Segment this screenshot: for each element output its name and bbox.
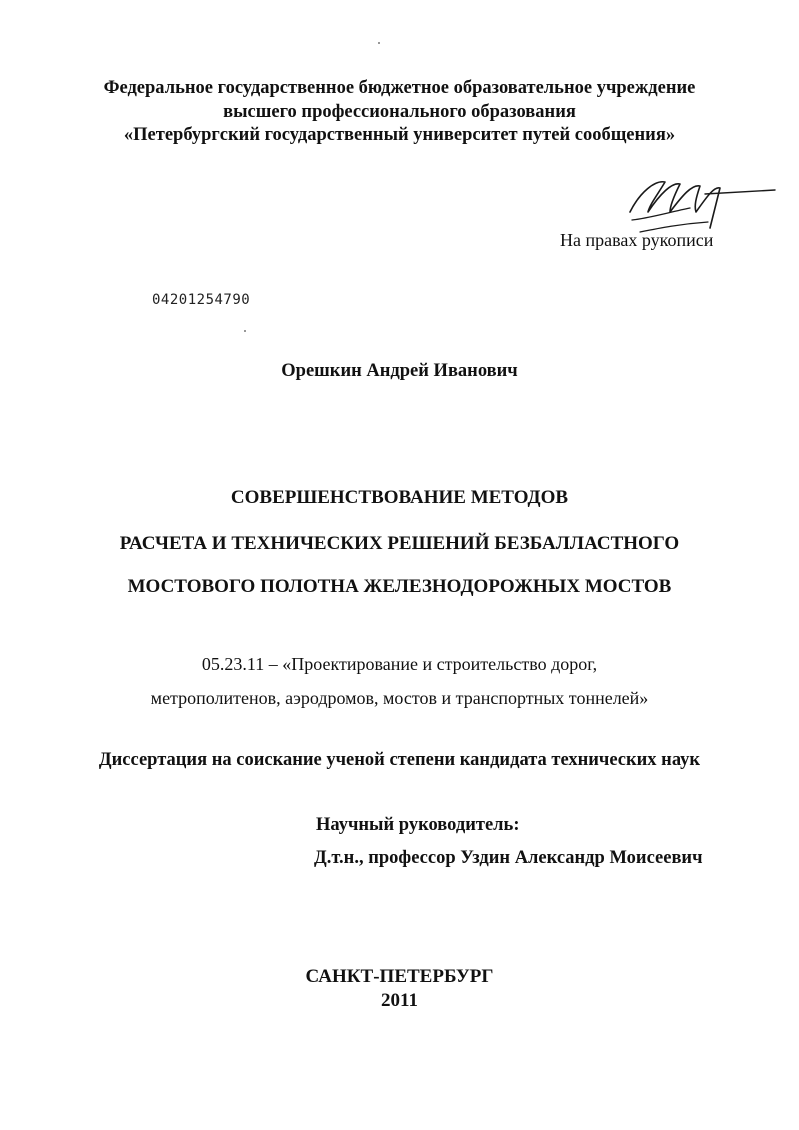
manuscript-rights-note: На правах рукописи bbox=[560, 230, 714, 250]
institution-line-3: «Петербургский государственный университет путей сообщения» bbox=[123, 125, 676, 145]
author-name: Орешкин Андрей Иванович bbox=[281, 361, 518, 381]
supervisor-name: Д.т.н., профессор Уздин Александр Моисеевич bbox=[314, 848, 703, 868]
registration-number: 04201254790 bbox=[152, 292, 251, 308]
specialty-line-2: метрополитенов, аэродромов, мостов и транспортных тоннелей» bbox=[150, 688, 649, 708]
supervisor-label: Научный руководитель: bbox=[316, 815, 520, 835]
title-line-3: МОСТОВОГО ПОЛОТНА ЖЕЛЕЗНОДОРОЖНЫХ МОСТОВ bbox=[127, 576, 672, 597]
institution-line-1: Федеральное государственное бюджетное образовательное учреждение bbox=[103, 78, 696, 98]
institution-line-2: высшего профессионального образования bbox=[223, 102, 576, 122]
scan-speck bbox=[378, 42, 380, 44]
title-line-1: СОВЕРШЕНСТВОВАНИЕ МЕТОДОВ bbox=[230, 487, 569, 508]
city: САНКТ-ПЕТЕРБУРГ bbox=[305, 966, 494, 987]
title-line-2: РАСЧЕТА И ТЕХНИЧЕСКИХ РЕШЕНИЙ БЕЗБАЛЛАСТНОГО bbox=[119, 533, 680, 554]
scan-speck bbox=[244, 330, 246, 332]
year: 2011 bbox=[381, 990, 418, 1011]
specialty-line-1: 05.23.11 – «Проектирование и строительство дорог, bbox=[201, 654, 598, 674]
dissertation-statement: Диссертация на соискание ученой степени кандидата технических наук bbox=[98, 750, 701, 770]
